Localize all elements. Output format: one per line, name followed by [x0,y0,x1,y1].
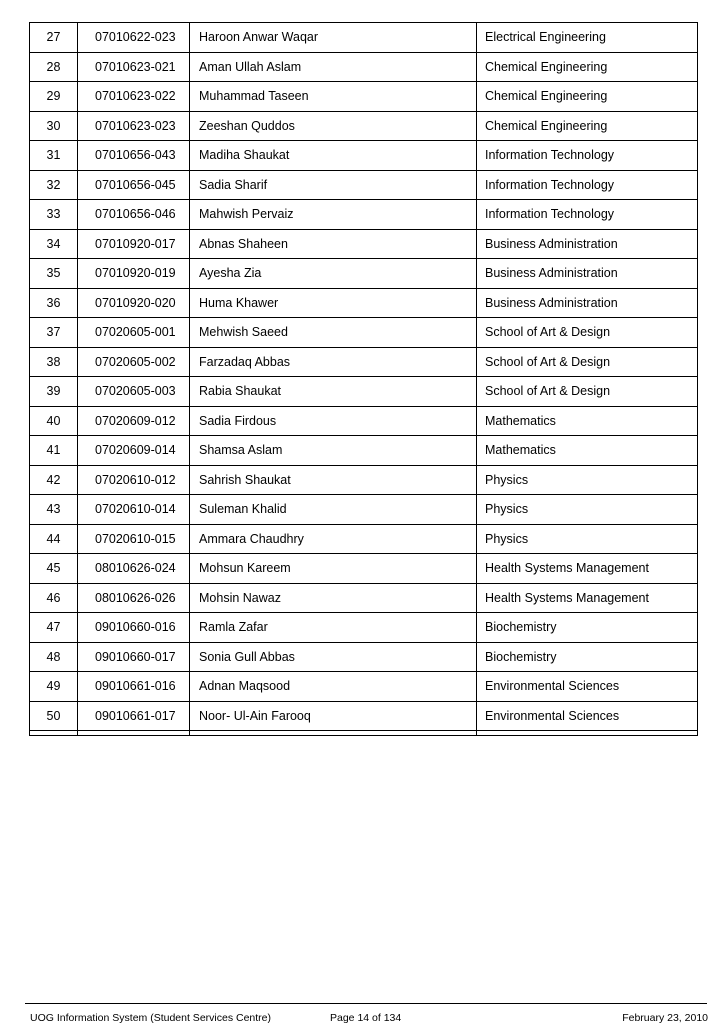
registration-number-cell: 07010920-017 [78,229,190,259]
serial-number-cell: 40 [30,406,78,436]
student-table [29,22,698,736]
department-cell: Chemical Engineering [477,52,698,82]
footer-divider [25,1003,707,1004]
serial-number-cell: 42 [30,465,78,495]
department-cell: Business Administration [477,259,698,289]
serial-number-cell: 49 [30,672,78,702]
department-cell: Physics [477,495,698,525]
registration-number-cell: 08010626-024 [78,554,190,584]
student-name-cell: Ayesha Zia [190,259,477,289]
student-name-cell: Noor- Ul-Ain Farooq [190,701,477,731]
student-name-cell: Mohsun Kareem [190,554,477,584]
department-cell: School of Art & Design [477,377,698,407]
registration-number-cell: 07010656-045 [78,170,190,200]
student-name-cell: Mohsin Nawaz [190,583,477,613]
table-row [30,318,698,348]
registration-number-cell: 09010661-016 [78,672,190,702]
registration-number-cell: 09010660-017 [78,642,190,672]
table-bottom-border-cell [477,731,698,736]
student-name-cell: Sahrish Shaukat [190,465,477,495]
student-name-cell: Sonia Gull Abbas [190,642,477,672]
table-row [30,229,698,259]
registration-number-cell: 07010622-023 [78,23,190,53]
serial-number-cell: 46 [30,583,78,613]
registration-number-cell: 07020605-001 [78,318,190,348]
table-row [30,170,698,200]
registration-number-cell: 07020605-002 [78,347,190,377]
department-cell: Business Administration [477,229,698,259]
footer-organization: UOG Information System (Student Services Centre) [30,1012,272,1024]
table-row [30,701,698,731]
student-name-cell: Madiha Shaukat [190,141,477,171]
serial-number-cell: 50 [30,701,78,731]
registration-number-cell: 07010920-019 [78,259,190,289]
student-name-cell: Zeeshan Quddos [190,111,477,141]
student-name-cell: Rabia Shaukat [190,377,477,407]
serial-number-cell: 48 [30,642,78,672]
department-cell: School of Art & Design [477,347,698,377]
table-row [30,524,698,554]
department-cell: Biochemistry [477,642,698,672]
registration-number-cell: 07020610-015 [78,524,190,554]
serial-number-cell: 28 [30,52,78,82]
registration-number-cell: 09010661-017 [78,701,190,731]
table-row [30,406,698,436]
department-cell: Electrical Engineering [477,23,698,53]
student-name-cell: Huma Khawer [190,288,477,318]
table-bottom-border-cell [78,731,190,736]
student-name-cell: Abnas Shaheen [190,229,477,259]
registration-number-cell: 07010623-021 [78,52,190,82]
registration-number-cell: 07020609-014 [78,436,190,466]
table-bottom-border-cell [30,731,78,736]
department-cell: Information Technology [477,200,698,230]
department-cell: Information Technology [477,170,698,200]
table-row [30,347,698,377]
registration-number-cell: 07020609-012 [78,406,190,436]
table-row [30,52,698,82]
student-name-cell: Mehwish Saeed [190,318,477,348]
footer-page-number: Page 14 of 134 [330,1012,402,1024]
department-cell: Chemical Engineering [477,82,698,112]
serial-number-cell: 38 [30,347,78,377]
student-name-cell: Ramla Zafar [190,613,477,643]
registration-number-cell: 08010626-026 [78,583,190,613]
student-name-cell: Sadia Sharif [190,170,477,200]
serial-number-cell: 39 [30,377,78,407]
serial-number-cell: 29 [30,82,78,112]
department-cell: Chemical Engineering [477,111,698,141]
table-row [30,436,698,466]
serial-number-cell: 32 [30,170,78,200]
table-row [30,495,698,525]
student-name-cell: Aman Ullah Aslam [190,52,477,82]
serial-number-cell: 45 [30,554,78,584]
student-name-cell: Suleman Khalid [190,495,477,525]
table-bottom-border-cell [190,731,477,736]
department-cell: Environmental Sciences [477,701,698,731]
table-row [30,465,698,495]
table-row [30,200,698,230]
department-cell: Physics [477,465,698,495]
registration-number-cell: 07010623-022 [78,82,190,112]
serial-number-cell: 43 [30,495,78,525]
department-cell: Mathematics [477,406,698,436]
table-row [30,554,698,584]
student-name-cell: Ammara Chaudhry [190,524,477,554]
table-row [30,288,698,318]
table-row [30,672,698,702]
table-row [30,141,698,171]
table-bottom-border-row [30,731,698,736]
department-cell: Environmental Sciences [477,672,698,702]
table-row [30,613,698,643]
serial-number-cell: 33 [30,200,78,230]
department-cell: Physics [477,524,698,554]
student-table-container [29,22,698,736]
serial-number-cell: 35 [30,259,78,289]
registration-number-cell: 07020610-012 [78,465,190,495]
registration-number-cell: 07010656-043 [78,141,190,171]
student-name-cell: Mahwish Pervaiz [190,200,477,230]
registration-number-cell: 07020605-003 [78,377,190,407]
registration-number-cell: 07010623-023 [78,111,190,141]
serial-number-cell: 34 [30,229,78,259]
serial-number-cell: 37 [30,318,78,348]
department-cell: Health Systems Management [477,583,698,613]
table-row [30,82,698,112]
registration-number-cell: 07010920-020 [78,288,190,318]
registration-number-cell: 09010660-016 [78,613,190,643]
serial-number-cell: 31 [30,141,78,171]
serial-number-cell: 30 [30,111,78,141]
registration-number-cell: 07020610-014 [78,495,190,525]
serial-number-cell: 44 [30,524,78,554]
footer-date: February 23, 2010 [622,1012,708,1024]
student-name-cell: Farzadaq Abbas [190,347,477,377]
serial-number-cell: 47 [30,613,78,643]
table-row [30,259,698,289]
registration-number-cell: 07010656-046 [78,200,190,230]
table-row [30,377,698,407]
student-name-cell: Haroon Anwar Waqar [190,23,477,53]
table-row [30,642,698,672]
table-row [30,111,698,141]
student-name-cell: Adnan Maqsood [190,672,477,702]
serial-number-cell: 36 [30,288,78,318]
department-cell: Biochemistry [477,613,698,643]
department-cell: Health Systems Management [477,554,698,584]
student-name-cell: Shamsa Aslam [190,436,477,466]
table-row [30,583,698,613]
department-cell: Business Administration [477,288,698,318]
student-name-cell: Sadia Firdous [190,406,477,436]
serial-number-cell: 41 [30,436,78,466]
student-name-cell: Muhammad Taseen [190,82,477,112]
department-cell: School of Art & Design [477,318,698,348]
table-row [30,23,698,53]
department-cell: Information Technology [477,141,698,171]
department-cell: Mathematics [477,436,698,466]
serial-number-cell: 27 [30,23,78,53]
student-table-body [30,23,698,736]
